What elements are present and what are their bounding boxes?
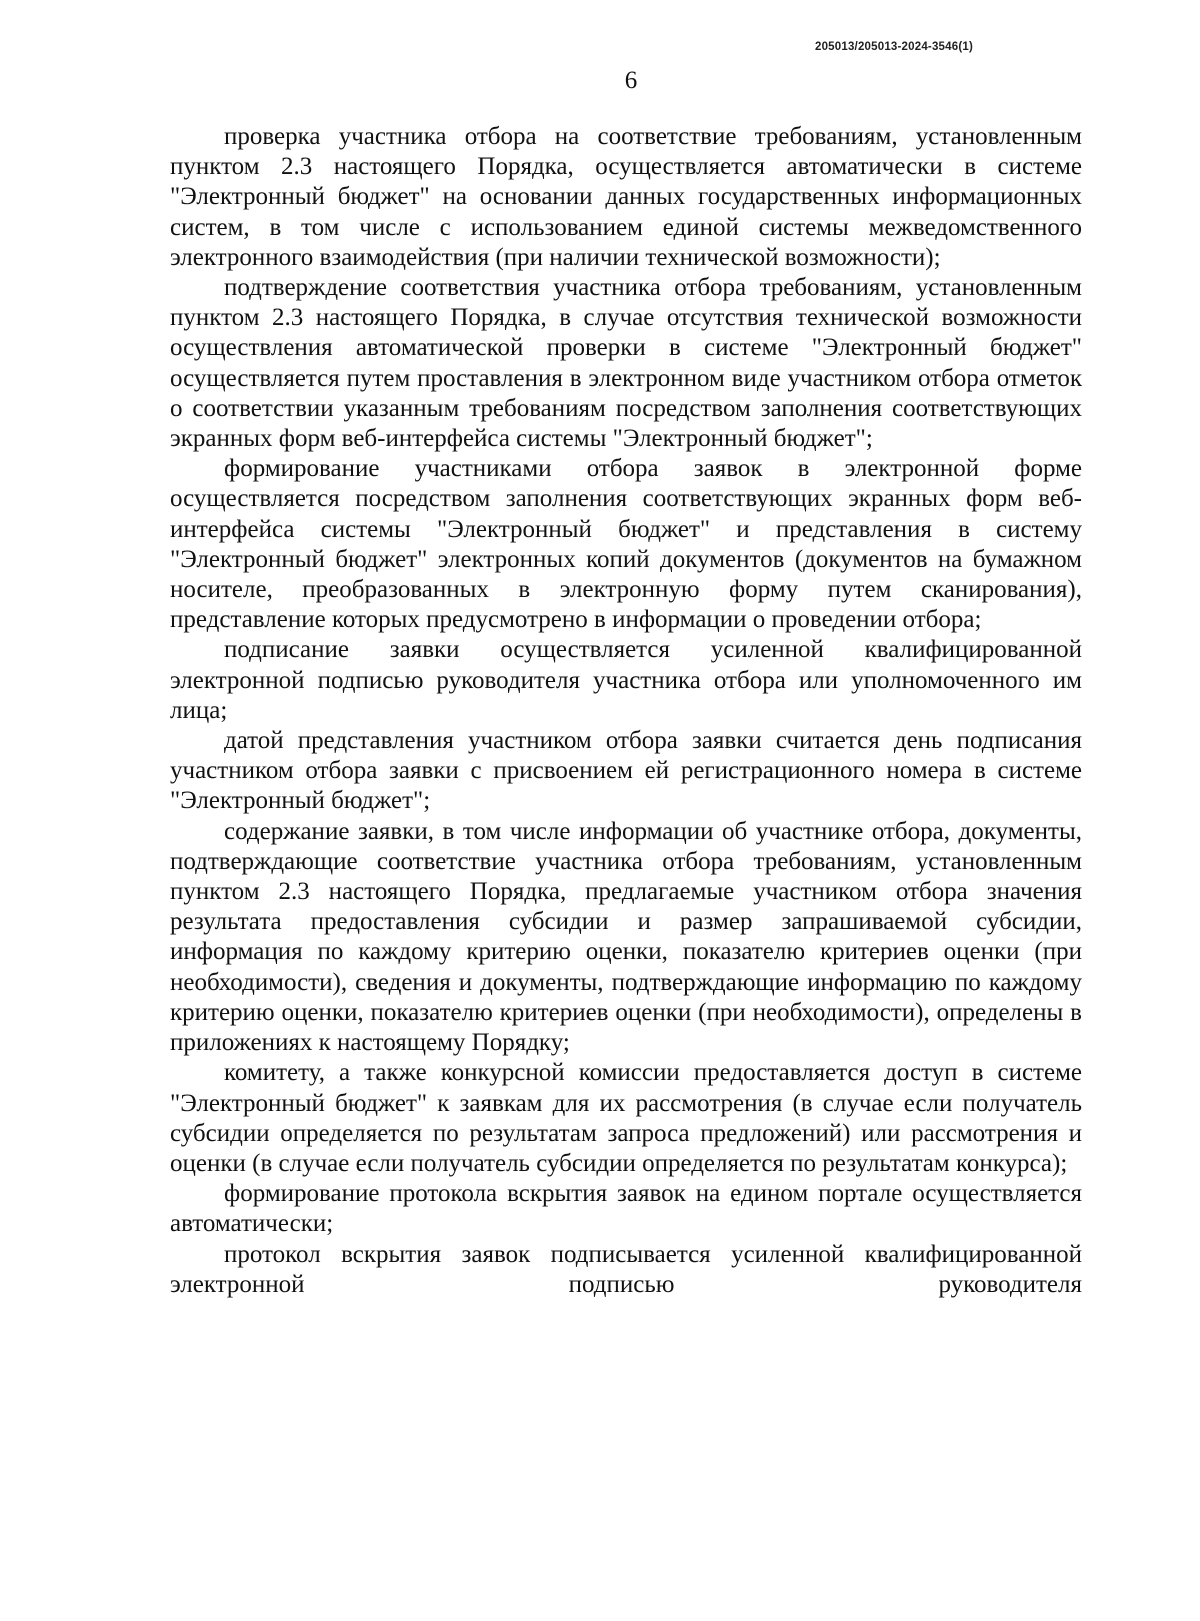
document-id: 205013/205013-2024-3546(1) xyxy=(814,41,973,53)
paragraph-submission-date: датой представления участником отбора заявки считается день подписания участником отбора заявки с присвоением ей регистрационного номера в системе "Электронный бюджет"; xyxy=(170,727,1082,815)
document-body xyxy=(170,122,1082,1300)
page-number: 6 xyxy=(624,67,638,94)
paragraph-protocol-signing: протокол вскрытия заявок подписывается усиленной квалифицированной электронной подписью руководителя xyxy=(170,1240,1082,1298)
paragraph-committee-access: комитету, а также конкурсной комиссии предоставляется доступ в системе "Электронный бюджет" к заявкам для их рассмотрения (в случае если получатель субсидии определяется по результатам запроса предложений) или рассмотрения и оценки (в случае если получатель субсидии определяется по результатам конкурса); xyxy=(170,1059,1082,1177)
paragraph-application-forming: формирование участниками отбора заявок в электронной форме осуществляется посредством заполнения соответствующих экранных форм веб-интерфейса системы "Электронный бюджет" и представления в систему "Электронный бюджет" электронных копий документов (документов на бумажном носителе, преобразованных в электронную форму путем сканирования), представление которых предусмотрено в информации о проведении отбора; xyxy=(170,455,1082,634)
paragraph-verification: проверка участника отбора на соответствие требованиям, установленным пунктом 2.3 настоящего Порядка, осуществляется автоматически в системе "Электронный бюджет" на основании данных государственных информационных систем, в том числе с использованием единой системы межведомственного электронного взаимодействия (при наличии технической возможности); xyxy=(170,123,1082,271)
paragraph-signing: подписание заявки осуществляется усиленной квалифицированной электронной подписью руководителя участника отбора или уполномоченного им лица; xyxy=(170,636,1082,724)
paragraph-application-content: содержание заявки, в том числе информации об участнике отбора, документы, подтверждающие соответствие участника отбора требованиям, установленным пунктом 2.3 настоящего Порядка, предлагаемые участником отбора значения результата предоставления субсидии и размер запрашиваемой субсидии, информация по каждому критерию оценки, показателю критериев оценки (при необходимости), сведения и документы, подтверждающие информацию по каждому критерию оценки, показателю критериев оценки (при необходимости), определены в приложениях к настоящему Порядку; xyxy=(170,817,1082,1057)
paragraph-protocol-forming: формирование протокола вскрытия заявок на едином портале осуществляется автоматически; xyxy=(170,1180,1082,1238)
paragraph-confirmation: подтверждение соответствия участника отбора требованиям, установленным пунктом 2.3 настоящего Порядка, в случае отсутствия технической возможности осуществления автоматической проверки в системе "Электронный бюджет" осуществляется путем проставления в электронном виде участником отбора отметок о соответствии указанным требованиям посредством заполнения соответствующих экранных форм веб-интерфейса системы "Электронный бюджет"; xyxy=(170,274,1082,453)
